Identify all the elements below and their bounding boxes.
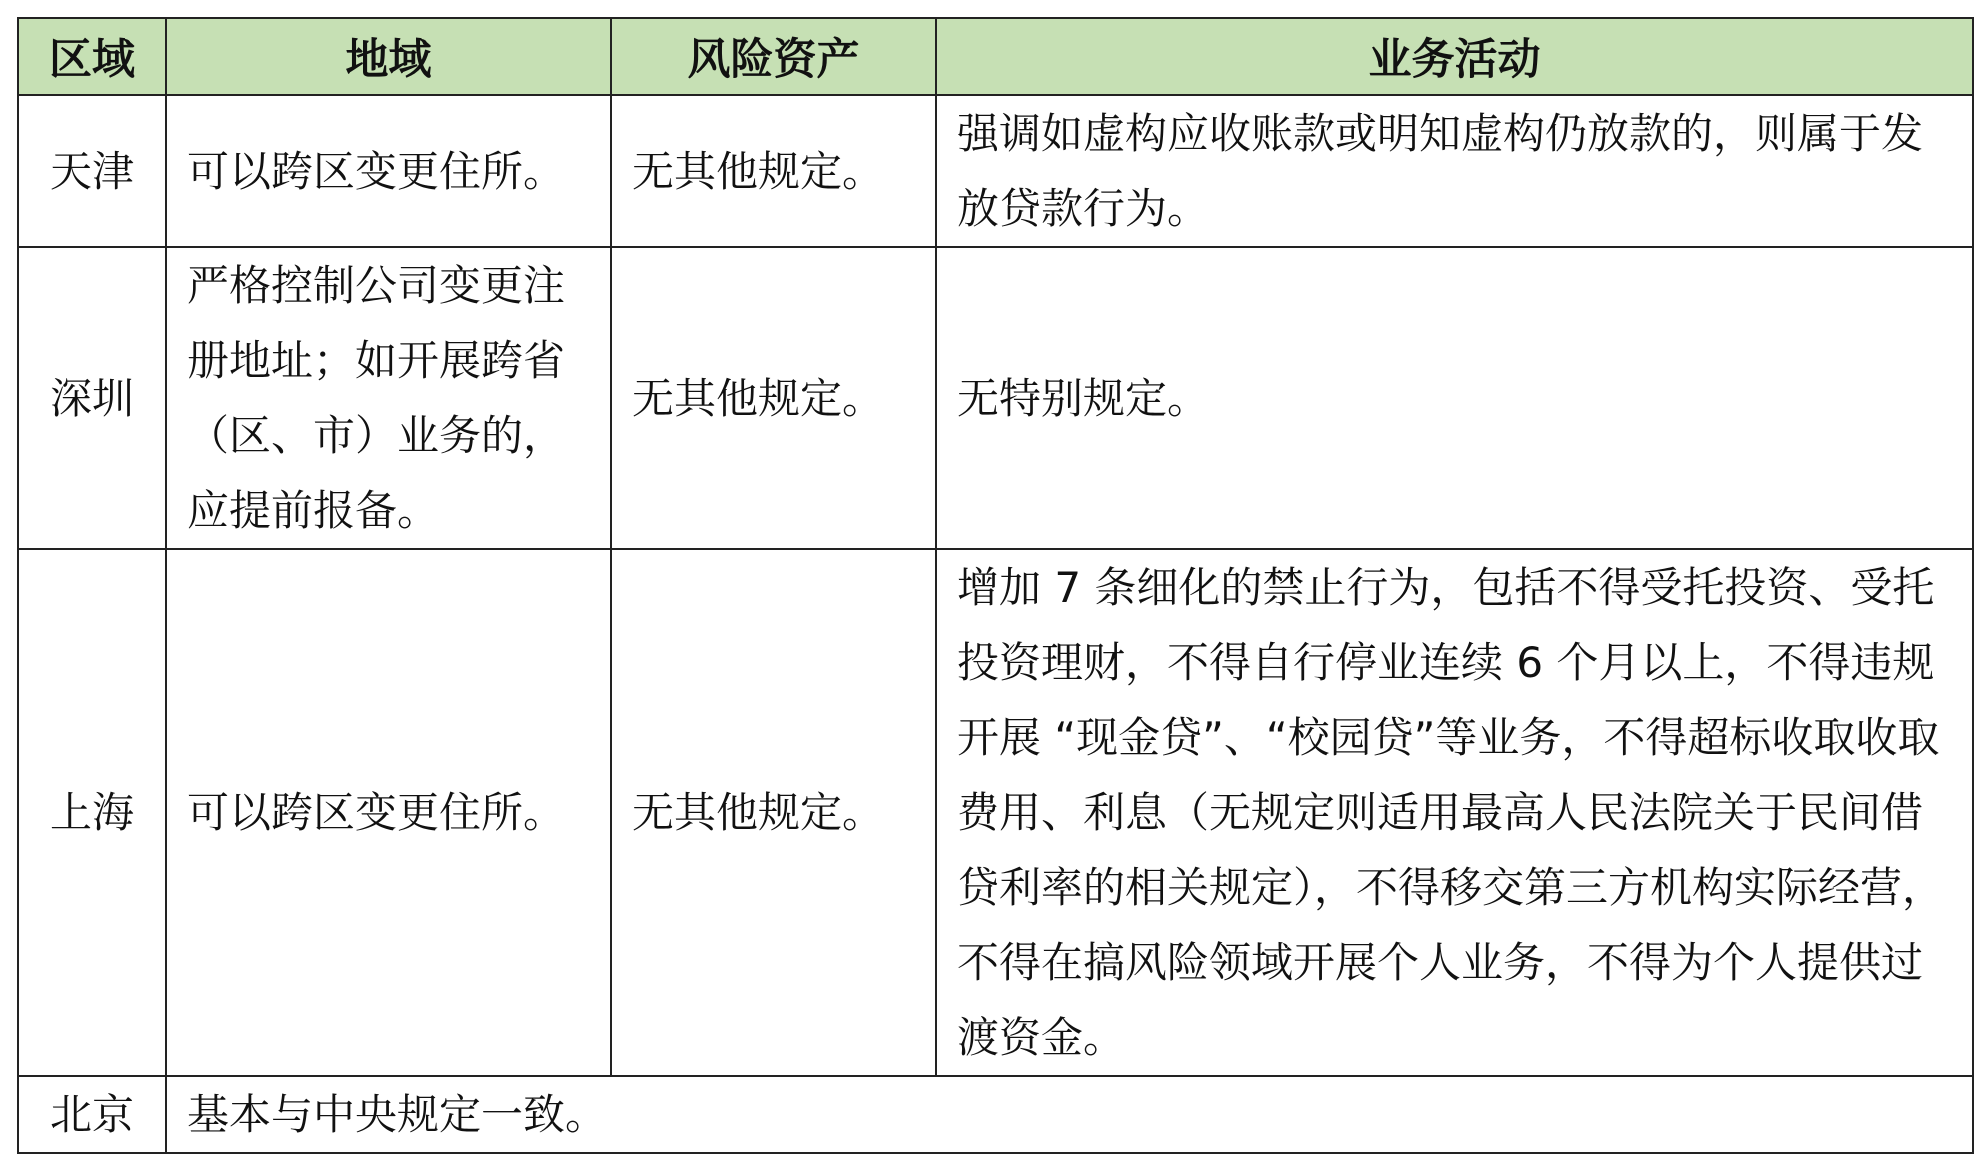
header-region: 区域 bbox=[18, 18, 166, 95]
business-cell: 无特别规定。 bbox=[936, 247, 1973, 549]
table-row bbox=[18, 95, 1973, 247]
merged-cell: 基本与中央规定一致。 bbox=[166, 1076, 1973, 1153]
table-row bbox=[18, 1076, 1973, 1153]
risk-assets-cell: 无其他规定。 bbox=[611, 95, 936, 247]
business-cell: 增加 7 条细化的禁止行为，包括不得受托投资、受托投资理财，不得自行停业连续 6 个月以上，不得违规开展 “现金贷”、“校园贷”等业务，不得超标收取收取费用、利息（无规定则适用最高人民法院关于民间借贷利率的相关规定），不得移交第三方机构实际经营，不得在搞风险领域开展个人业务，不得为个人提供过渡资金。 bbox=[936, 549, 1973, 1076]
risk-assets-cell: 无其他规定。 bbox=[611, 549, 936, 1076]
region-cell: 北京 bbox=[18, 1076, 166, 1153]
table-header bbox=[18, 18, 1973, 95]
table-row bbox=[18, 247, 1973, 549]
header-locality: 地域 bbox=[166, 18, 611, 95]
region-cell: 天津 bbox=[18, 95, 166, 247]
regional-regulation-table bbox=[17, 17, 1974, 1154]
table-body bbox=[18, 95, 1973, 1153]
region-cell: 深圳 bbox=[18, 247, 166, 549]
table-row bbox=[18, 549, 1973, 1076]
locality-cell: 可以跨区变更住所。 bbox=[166, 549, 611, 1076]
locality-cell: 可以跨区变更住所。 bbox=[166, 95, 611, 247]
region-cell: 上海 bbox=[18, 549, 166, 1076]
risk-assets-cell: 无其他规定。 bbox=[611, 247, 936, 549]
header-risk-assets: 风险资产 bbox=[611, 18, 936, 95]
header-business-activities: 业务活动 bbox=[936, 18, 1973, 95]
business-cell: 强调如虚构应收账款或明知虚构仍放款的，则属于发放贷款行为。 bbox=[936, 95, 1973, 247]
header-row bbox=[18, 18, 1973, 95]
locality-cell: 严格控制公司变更注册地址；如开展跨省（区、市）业务的，应提前报备。 bbox=[166, 247, 611, 549]
